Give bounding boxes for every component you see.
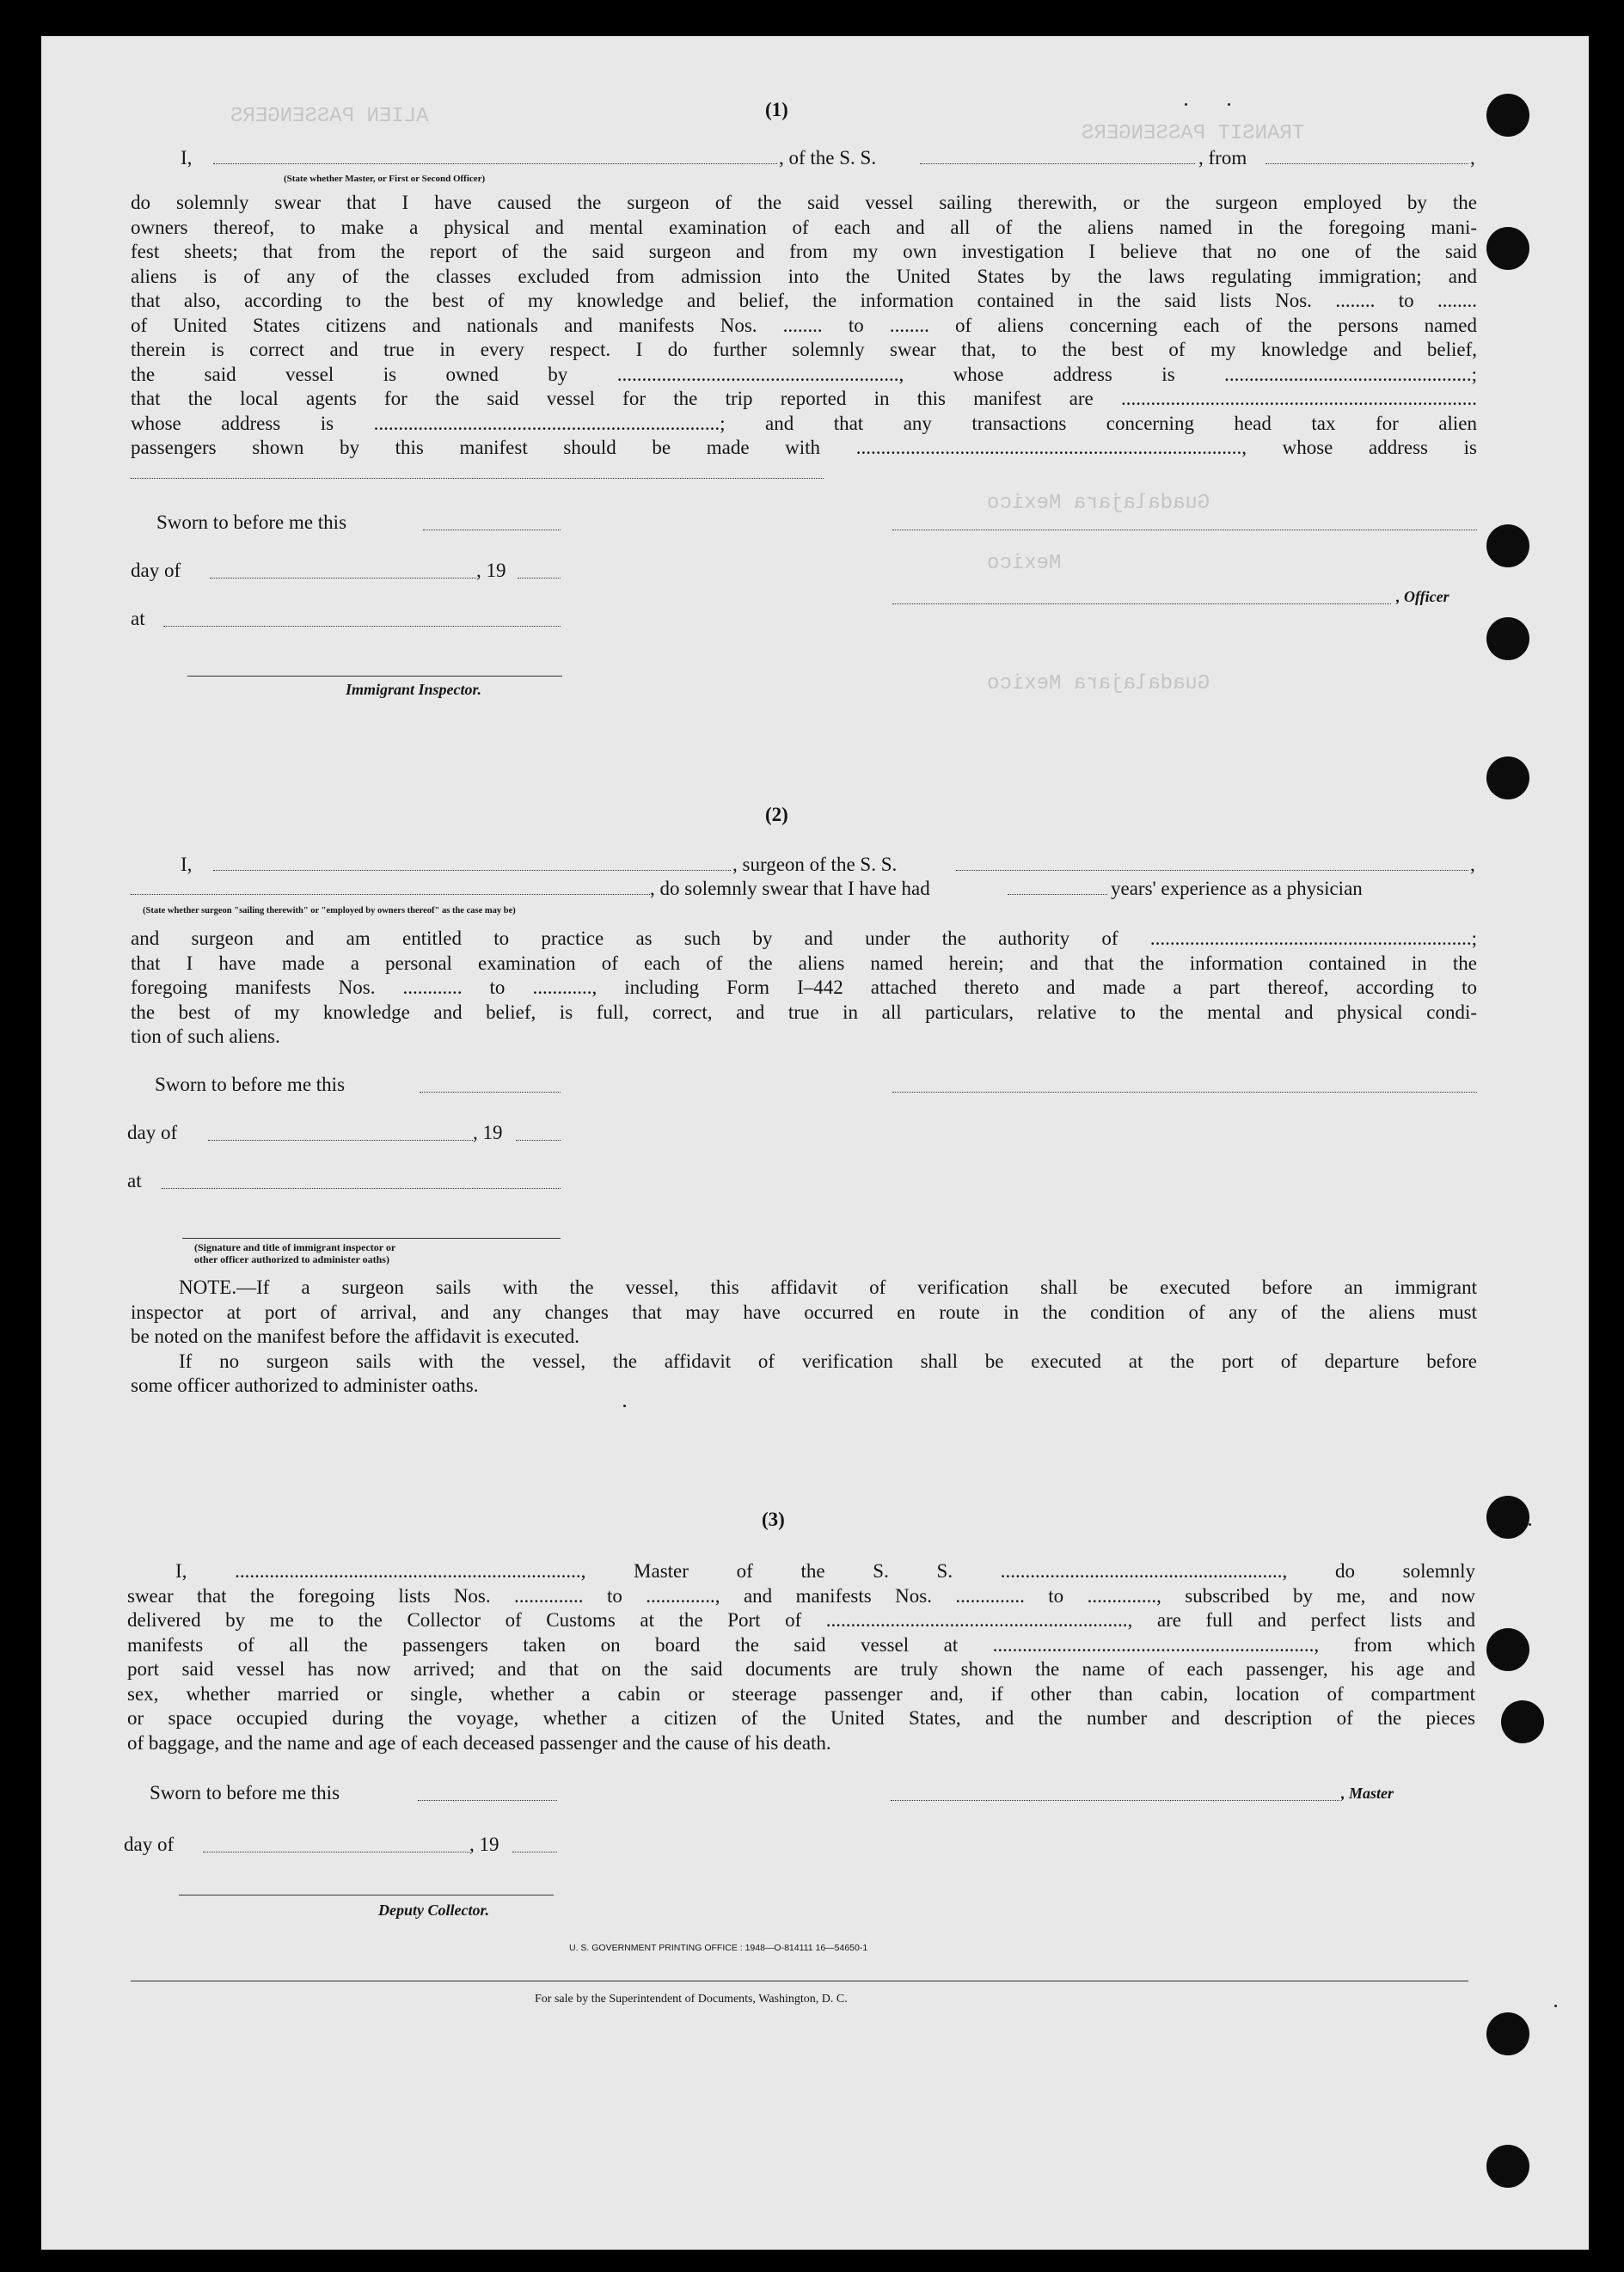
speck	[623, 1405, 626, 1407]
punch-hole	[1486, 2012, 1529, 2055]
surgeon-signature-line[interactable]	[892, 1092, 1477, 1093]
form-page	[41, 36, 1589, 2250]
section-2-number: (2)	[765, 804, 788, 825]
speck	[1554, 2005, 1557, 2007]
section-1-number: (1)	[765, 99, 788, 120]
year-label-2: , 19	[473, 1122, 503, 1143]
signature-title-note-2: other officer authorized to administer oaths)	[194, 1253, 389, 1265]
punch-hole	[1486, 1628, 1529, 1671]
officer-name-field[interactable]	[213, 163, 777, 164]
sworn-date-field-2[interactable]	[420, 1092, 561, 1093]
inspector-signature-line-2[interactable]	[182, 1238, 561, 1239]
bleed-through-text: Guadalajara Mexico	[987, 672, 1210, 695]
address-continuation-field[interactable]	[131, 478, 824, 479]
year-field[interactable]	[518, 578, 561, 579]
signature-title-note-1: (Signature and title of immigrant inspector or	[194, 1241, 396, 1253]
bleed-through-text: Mexico	[987, 552, 1062, 575]
vessel-name-field[interactable]	[920, 163, 1195, 164]
punch-hole	[1486, 227, 1529, 270]
at-label: at	[131, 608, 145, 629]
speck	[1185, 103, 1187, 106]
section-3-number: (3)	[762, 1509, 785, 1530]
sworn-label-3: Sworn to before me this	[150, 1782, 340, 1804]
punch-hole	[1486, 1496, 1529, 1539]
surgeon-status-field[interactable]	[131, 894, 650, 895]
surgeon-note-text: NOTE.—If a surgeon sails with the vessel, this affidavit of verification shall be executed before an immigrant inspector at port of arrival, and any changes that may have occurred en route in the condition of any of the aliens must be noted on the manifest before the affidavit is executed. If no surgeon sails with the vessel, the affidavit of verification shall be executed at the port of departure before some officer authorized to administer oaths.	[131, 1277, 1477, 1396]
punch-hole	[1486, 756, 1529, 799]
year-field-3[interactable]	[512, 1852, 557, 1853]
punch-hole	[1486, 617, 1529, 660]
bleed-through-text: ALIEN PASSENGERS	[230, 105, 429, 128]
punch-hole	[1501, 1700, 1544, 1743]
years-experience-field[interactable]	[1008, 894, 1107, 895]
master-label: , Master	[1341, 1785, 1394, 1802]
deputy-collector-label: Deputy Collector.	[378, 1901, 489, 1919]
surgeon-swear-label: , do solemnly swear that I have had	[650, 878, 930, 899]
immigrant-inspector-label: Immigrant Inspector.	[346, 681, 482, 698]
surgeon-status-note: (State whether surgeon "sailing therewith" or "employed by owners thereof" as the case may be)	[143, 906, 516, 916]
day-of-label: day of	[131, 560, 181, 581]
punch-hole	[1486, 2145, 1529, 2188]
sworn-date-field-3[interactable]	[418, 1800, 557, 1801]
month-field[interactable]	[210, 578, 476, 579]
punch-hole	[1486, 94, 1529, 137]
inspector-signature-line[interactable]	[187, 676, 562, 677]
officer-label: , Officer	[1396, 588, 1449, 605]
speck	[1529, 1523, 1531, 1526]
officer-rank-note: (State whether Master, or First or Second Officer)	[284, 174, 486, 184]
punch-hole	[1486, 524, 1529, 567]
month-field-2[interactable]	[208, 1140, 473, 1141]
bleed-through-text: Guadalajara Mexico	[987, 492, 1210, 515]
at-label-2: at	[127, 1170, 142, 1191]
day-of-label-3: day of	[124, 1834, 175, 1855]
master-signature-line[interactable]	[891, 1800, 1339, 1801]
bleed-through-text: TRANSIT PASSENGERS	[1082, 122, 1305, 145]
speck	[1228, 103, 1230, 106]
year-field-2[interactable]	[516, 1140, 561, 1141]
year-label-3: , 19	[469, 1834, 499, 1855]
day-of-label-2: day of	[127, 1122, 178, 1143]
month-field-3[interactable]	[203, 1852, 469, 1853]
surgeon-name-field[interactable]	[213, 870, 731, 871]
surgeon-end-comma: ,	[1470, 854, 1475, 875]
section-1-oath-text: do solemnly swear that I have caused the surgeon of the said vessel sailing therewith, or the surgeon employed by the owners thereof, to make a physical and mental examination of each and all of the aliens named in the foregoing mani- fest sheets; that from the report of the said surgeon and from my own investigation I believe that no one of the said aliens is of any of the classes excluded from admission into the United States by the laws regulating immigration; and that also, according to the best of my knowledge and belief, the information contained in the said lists Nos. ........ to ........ of United States citizens and nationals and manifests Nos. ........ to ........ of aliens concerning each of the persons named therein is correct and true in every respect. I do further solemnly swear that, to the best of my knowledge and belief, the said vessel is owned by ........................................................., whose address is ..................................................; that the local agents for the said vessel for the trip reported in this manifest are ........................................................................ whose address is ......................................................................; and that any transactions concerning head tax for alien passengers shown by this manifest should be made with .............................................................................., whose address is	[131, 192, 1477, 458]
officer-signature-line-2[interactable]	[892, 603, 1391, 604]
section-3-oath-text: I, ......................................................................, Master of the S. S. ........................................................., do solemnly swear that the foregoing lists Nos. .............. to .............., and manifests Nos. .............. to .............., subscribed by me, and now delivered by me to the Collector of Customs at the Port of ............................................................., are full and perfect lists and manifests of all the passengers taken on board the said vessel at ................................................................., from which port said vessel has now arrived; and that on the said documents are truly shown the name of each passenger, his age and sex, whether married or single, whether a cabin or steerage passenger and, if other than cabin, location of compartment or space occupied during the voyage, whether a citizen of the United States, and the number and description of the pieces of baggage, and the name and age of each deceased passenger and the cause of his death.	[127, 1560, 1475, 1754]
sale-notice: For sale by the Superintendent of Documents, Washington, D. C.	[535, 1993, 848, 2006]
from-port-field[interactable]	[1265, 163, 1468, 164]
section-1-i-label: I,	[181, 147, 193, 168]
place-field-2[interactable]	[162, 1188, 561, 1189]
gpo-imprint: U. S. GOVERNMENT PRINTING OFFICE : 1948—O-814111 16—54650-1	[569, 1943, 868, 1953]
sworn-label-2: Sworn to before me this	[155, 1074, 346, 1095]
year-label: , 19	[476, 560, 506, 581]
years-experience-label: years' experience as a physician	[1111, 878, 1363, 899]
surgeon-vessel-field[interactable]	[956, 870, 1468, 871]
of-ss-label: , of the S. S.	[779, 147, 877, 168]
surgeon-of-label: , surgeon of the S. S.	[732, 854, 898, 875]
section-2-oath-text: and surgeon and am entitled to practice as such by and under the authority of .................................................................; that I have made a personal examination of each of the aliens named herein; and that the information contained in the foregoing manifests Nos. ............ to ............, including Form I–442 attached thereto and made a part thereof, according to the best of my knowledge and belief, is full, correct, and true in all particulars, relative to the mental and physical condi- tion of such aliens.	[131, 928, 1477, 1047]
place-field[interactable]	[163, 626, 561, 627]
section-2-i-label: I,	[181, 854, 193, 875]
from-label: , from	[1198, 147, 1247, 168]
sworn-label: Sworn to before me this	[156, 511, 347, 533]
from-end-comma: ,	[1470, 147, 1475, 168]
